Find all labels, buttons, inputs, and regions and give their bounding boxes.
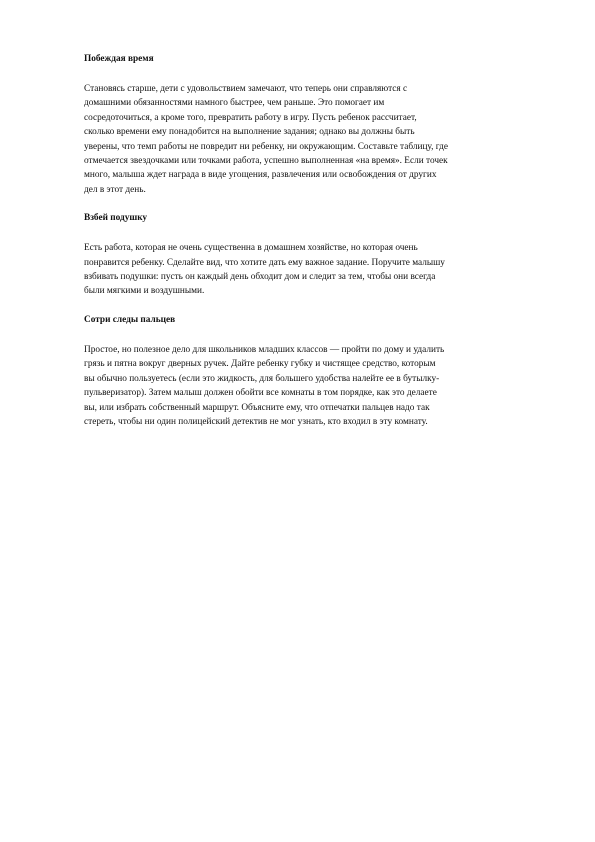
section-paragraph <box>84 82 549 197</box>
section-heading: Взбей подушку <box>84 213 148 224</box>
paragraph-line: вы обычно пользуетесь (если это жидкость, для большего удобства налейте ее в бутылку- <box>84 373 440 384</box>
section-wipe-fingerprints <box>84 313 549 429</box>
paragraph-line: Становясь старше, дети с удовольствием замечают, что теперь они справляются с <box>84 84 408 94</box>
paragraph-line: домашними обязанностями намного быстрее, чем раньше. Это помогает им <box>84 98 385 109</box>
paragraph-line: много, малыша ждет награда в виде угощения, развлечения или освобождения от других <box>84 170 437 181</box>
paragraph-line: понравится ребенку. Сделайте вид, что хотите дать ему важное задание. Поручите малышу <box>84 257 445 268</box>
paragraph-line: Простое, но полезное дело для школьников младших классов — пройти по дому и удалить <box>84 344 445 355</box>
section-heading: Сотри следы пальцев <box>84 314 176 325</box>
paragraph-line: дел в этот день. <box>84 184 146 195</box>
paragraph-line: уверены, что темп работы не повредит ни ребенку, ни окружающим. Составьте таблицу, где <box>84 141 448 152</box>
paragraph-line: были мягкими и воздушными. <box>84 286 205 297</box>
paragraph-line: взбивать подушки: пусть он каждый день обходит дом и следит за тем, чтобы они всегда <box>84 272 436 283</box>
section-paragraph <box>84 343 549 429</box>
document-page <box>84 52 549 429</box>
paragraph-line: отмечается звездочками или точками работа, успешно выполненная «на время». Если точек <box>84 156 448 167</box>
paragraph-line: вы, или избрать собственный маршрут. Объясните ему, что отпечатки пальцев надо так <box>84 402 430 413</box>
paragraph-line: Есть работа, которая не очень существенна в домашнем хозяйстве, но которая очень <box>84 243 418 254</box>
paragraph-line: грязь и пятна вокруг дверных ручек. Дайте ребенку губку и чистящее средство, которым <box>84 359 436 370</box>
section-heading: Побеждая время <box>84 54 154 64</box>
paragraph-line: сколько времени ему понадобится на выполнение задания; однако вы должны быть <box>84 127 415 138</box>
section-paragraph <box>84 241 549 299</box>
section-beating-time <box>84 52 549 211</box>
section-fluff-pillow <box>84 211 549 313</box>
paragraph-line: сосредоточиться, а кроме того, превратить работу в игру. Пусть ребенок рассчитает, <box>84 112 417 123</box>
paragraph-line: пульверизатор). Затем малыш должен обойти все комнаты в том порядке, как это делаете <box>84 388 437 399</box>
paragraph-line: стереть, чтобы ни один полицейский детектив не мог узнать, кто входил в эту комнату. <box>84 416 428 427</box>
